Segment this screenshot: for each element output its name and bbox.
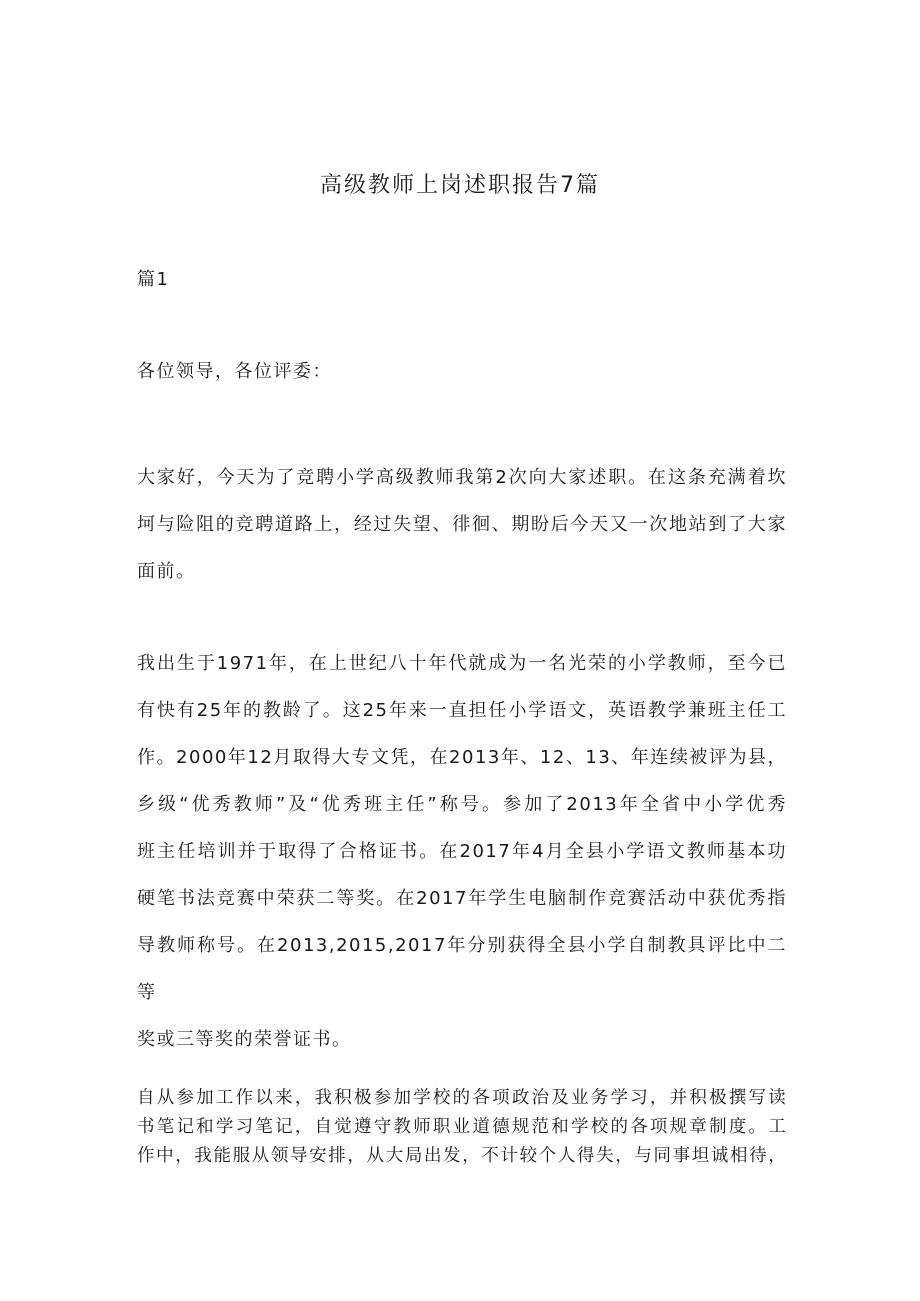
paragraph-line: 导教师称号。在2013,2015,2017年分别获得全县小学自制教具评比中二等: [137, 935, 787, 1003]
paragraph-3: [137, 1084, 787, 1171]
document-title: 高级教师上岗述职报告7篇: [320, 173, 600, 198]
paragraph-line: 坷与险阻的竞聘道路上，经过失望、徘徊、期盼后今天又一次地站到了大家: [137, 514, 787, 535]
paragraph-line: 班主任培训并于取得了合格证书。在2017年4月全县小学语文教师基本功: [137, 841, 787, 862]
paragraph-line: 奖或三等奖的荣誉证书。: [137, 1029, 352, 1050]
paragraph-line: 我出生于1971年，在上世纪八十年代就成为一名光荣的小学教师，至今已: [137, 653, 787, 674]
paragraph-line: 作中，我能服从领导安排，从大局出发，不计较个人得失，与同事坦诚相待，: [137, 1146, 787, 1166]
section-heading: 篇1: [137, 269, 170, 290]
paragraph-line: 作。2000年12月取得大专文凭，在2013年、12、13、年连续被评为县，: [137, 747, 787, 768]
paragraph-line: 面前。: [137, 561, 196, 582]
salutation: 各位领导，各位评委：: [137, 361, 332, 382]
paragraph-line: 硬笔书法竞赛中荣获二等奖。在2017年学生电脑制作竞赛活动中获优秀指: [137, 888, 787, 909]
paragraph-line: 有快有25年的教龄了。这25年来一直担任小学语文，英语教学兼班主任工: [137, 700, 787, 721]
paragraph-1: [137, 454, 787, 595]
paragraph-line: 书笔记和学习笔记，自觉遵守教师职业道德规范和学校的各项规章制度。工: [137, 1117, 787, 1137]
paragraph-line: 自从参加工作以来，我积极参加学校的各项政治及业务学习，并积极撰写读: [137, 1088, 787, 1108]
paragraph-line: 大家好，今天为了竞聘小学高级教师我第2次向大家述职。在这条充满着坎: [137, 467, 787, 488]
paragraph-line: 乡级“优秀教师”及“优秀班主任”称号。参加了2013年全省中小学优秀: [137, 794, 787, 815]
paragraph-2: [137, 640, 787, 1063]
